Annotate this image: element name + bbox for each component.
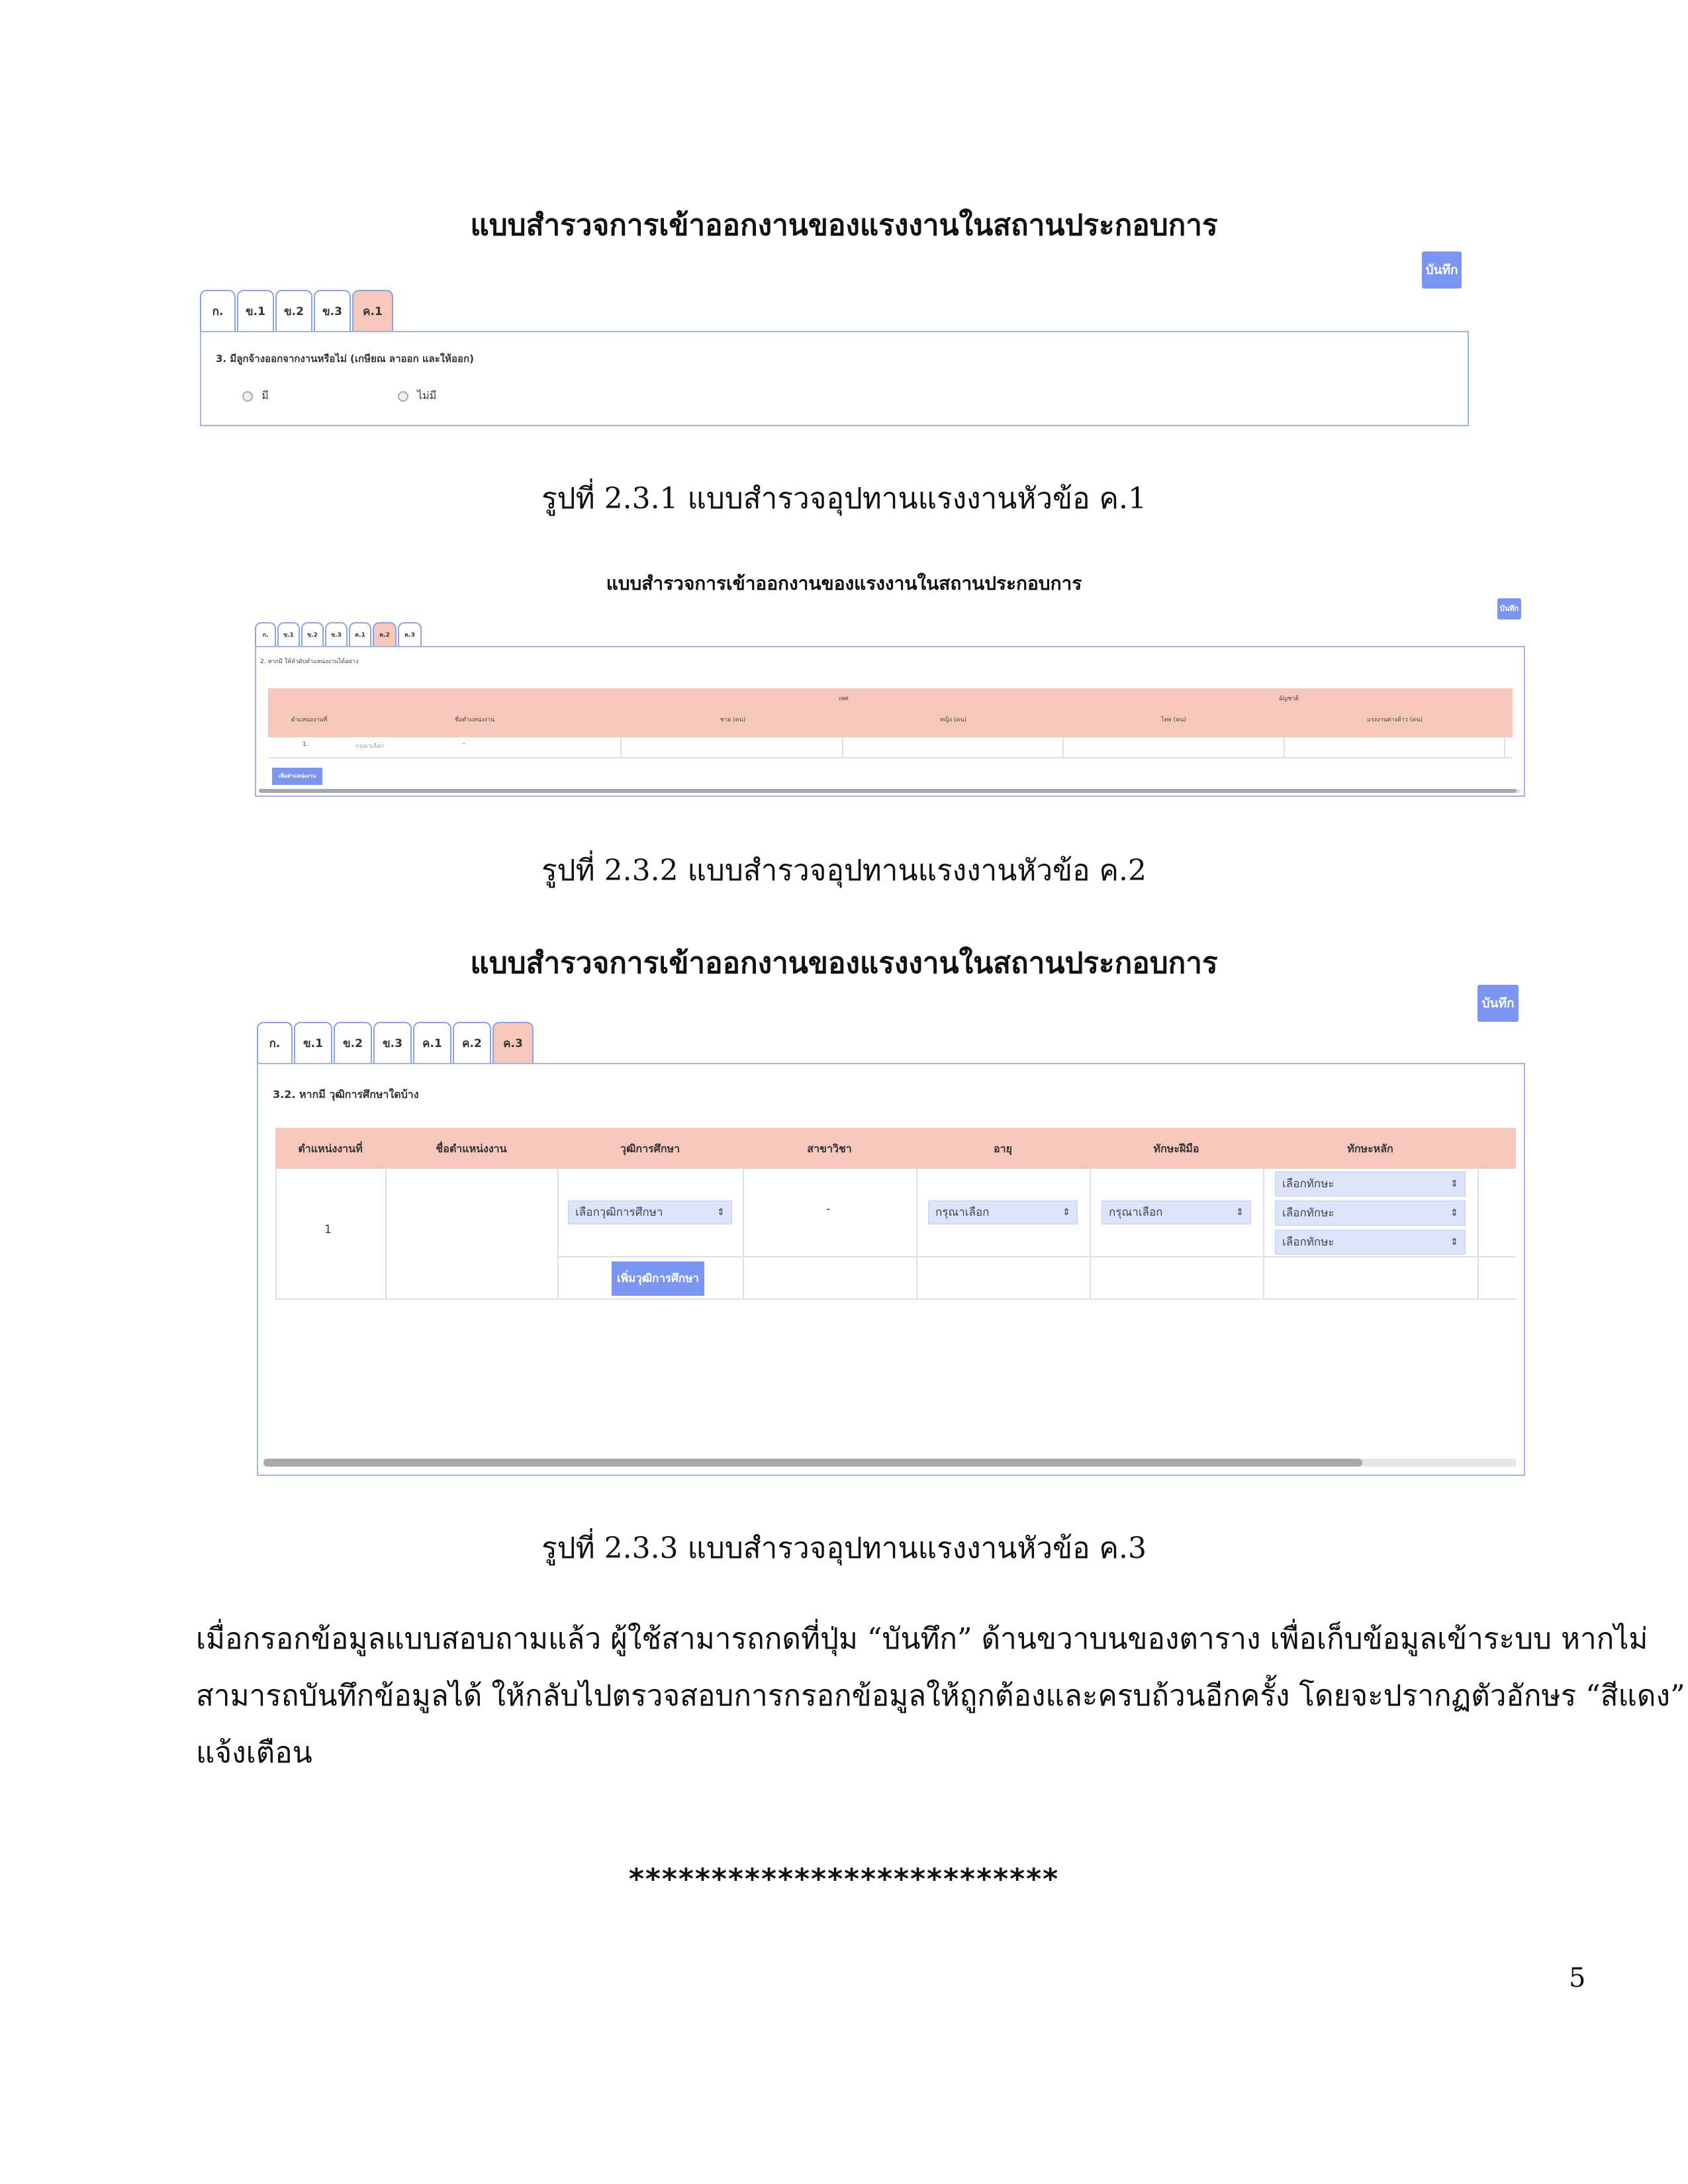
tab-kh2-2[interactable]: ข.2 [301, 622, 324, 646]
caption-1: รูปที่ 2.3.1 แบบสำรวจอุปทานแรงงานหัวข้อ ค.1 [541, 482, 1147, 516]
col-header-skill: ทักษะฝีมือ [1153, 1142, 1199, 1155]
col-divider-2c [1062, 737, 1064, 757]
page-number: 5 [1569, 1963, 1586, 1993]
grid-v0 [275, 1169, 277, 1298]
body-paragraph [196, 1611, 1685, 1782]
tab-kh3[interactable]: ข.3 [314, 290, 351, 331]
core-skill-select-3-value: เลือกทักษะ [1282, 1236, 1335, 1249]
table-header-group [268, 688, 1513, 737]
col-header-age: อายุ [994, 1142, 1012, 1155]
grid-v5 [1090, 1169, 1091, 1298]
core-skill-select-1[interactable] [1275, 1171, 1466, 1197]
separator: ************************** [628, 1862, 1060, 1896]
tab-c1-2[interactable]: ค.1 [349, 622, 371, 646]
grid-h-mid [557, 1256, 1516, 1257]
field-dash: - [826, 1202, 831, 1216]
radio-yes[interactable] [242, 391, 253, 402]
tab-c3-2[interactable]: ค.3 [398, 622, 422, 646]
col-header-male: ชาย (คน) [720, 717, 746, 723]
option-no[interactable] [398, 388, 436, 404]
age-select[interactable] [928, 1201, 1078, 1224]
col-header-field: สาขาวิชา [807, 1142, 852, 1155]
col-divider-2b [842, 737, 843, 757]
option-yes[interactable] [242, 388, 269, 404]
form-panel-1 [200, 331, 1469, 426]
paragraph-line-2: สามารถบันทึกข้อมูลได้ ให้กลับไปตรวจสอบการกรอกข้อมูลให้ถูกต้องและครบถ้วนอีกครั้ง โดยจะปรากฏตัวอักษร “สีแดง” [196, 1679, 1685, 1713]
question-text-3: 3.2. หากมี วุฒิการศึกษาใดบ้าง [273, 1088, 419, 1101]
chevron-updown-icon: ⇕ [1450, 1237, 1458, 1248]
col-header-education: วุฒิการศึกษา [620, 1142, 680, 1155]
form-title-1: แบบสำรวจการเข้าออกงานของแรงงานในสถานประกอบการ [470, 208, 1218, 242]
core-skill-select-2[interactable] [1275, 1201, 1466, 1226]
tab-kh1[interactable]: ข.1 [237, 290, 274, 331]
grid-v2 [557, 1169, 559, 1298]
core-skill-select-3[interactable] [1275, 1230, 1466, 1255]
scrollbar-thumb-2[interactable] [259, 789, 1517, 793]
education-select[interactable] [568, 1201, 732, 1224]
tab-k-3[interactable]: ก. [257, 1022, 293, 1063]
add-position-button[interactable]: เพิ่มตำแหน่งงาน [272, 768, 322, 785]
grid-v1 [385, 1169, 387, 1298]
paragraph-line-3: แจ้งเตือน [196, 1736, 312, 1770]
col-header-core-skill: ทักษะหลัก [1347, 1142, 1393, 1155]
chevron-updown-icon: ⇕ [1236, 1207, 1244, 1218]
grid-h-bottom [275, 1298, 1516, 1300]
form-panel-2 [255, 646, 1525, 797]
option-no-label: ไม่มี [417, 389, 437, 402]
grid-v3 [743, 1169, 744, 1298]
tab-kh1-3[interactable]: ข.1 [294, 1022, 332, 1063]
tab-k-2[interactable]: ก. [255, 622, 276, 646]
save-button-2[interactable]: บันทึก [1497, 598, 1521, 619]
tab-kh1-2[interactable]: ข.1 [277, 622, 300, 646]
caption-3: รูปที่ 2.3.3 แบบสำรวจอุปทานแรงงานหัวข้อ ค.3 [541, 1531, 1147, 1565]
row-no-3: 1 [324, 1223, 332, 1236]
skill-select[interactable] [1102, 1201, 1251, 1224]
tab-kh3-2[interactable]: ข.3 [325, 622, 348, 646]
radio-no[interactable] [398, 391, 408, 402]
col-divider-2a [620, 737, 622, 757]
tab-bar-2 [255, 622, 427, 646]
col-header-position-no-3: ตำแหน่งงานที่ [298, 1142, 363, 1155]
tab-bar-1 [200, 290, 405, 331]
form-title-2: แบบสำรวจการเข้าออกงานของแรงงานในสถานประกอบการ [606, 572, 1082, 594]
tab-c2-2[interactable]: ค.2 [373, 622, 397, 646]
chevron-updown-icon: ⇕ [1450, 1179, 1458, 1189]
scrollbar-thumb-3[interactable] [263, 1459, 1362, 1467]
row-bottom-line-2 [268, 757, 1513, 758]
tab-c1-3[interactable]: ค.1 [413, 1022, 451, 1063]
position-select-2[interactable]: กรุณาเลือก [355, 743, 385, 750]
col-divider-2e [1504, 737, 1505, 757]
chevron-updown-icon: ⇕ [1450, 1208, 1458, 1218]
grid-v7 [1477, 1169, 1479, 1298]
col-header-position-name: ชื่อตำแหน่งงาน [454, 717, 495, 723]
tab-c3-3[interactable]: ค.3 [492, 1022, 534, 1063]
form-panel-3 [257, 1063, 1525, 1476]
tab-bar-3 [257, 1022, 548, 1063]
option-yes-label: มี [261, 389, 269, 402]
col-divider-2d [1284, 737, 1285, 757]
chevron-updown-icon: ⇕ [1062, 1207, 1070, 1218]
row-no-2: 1. [303, 741, 308, 748]
col-header-female: หญิง (คน) [939, 717, 967, 723]
tab-kh2-3[interactable]: ข.2 [334, 1022, 372, 1063]
tab-c2-3[interactable]: ค.2 [453, 1022, 491, 1063]
save-button-1[interactable]: บันทึก [1422, 251, 1462, 289]
chevron-updown-icon: ⇕ [717, 1207, 725, 1218]
question-text: 3. มีลูกจ้างออกจากงานหรือไม่ (เกษียณ ลาออก และให้ออก) [216, 353, 474, 365]
row-dash-2: - [463, 740, 465, 747]
question-text-2: 2. หากมี ให้ลำดับตำแหน่งงานได้อย่าง [260, 659, 359, 665]
age-select-value: กรุณาเลือก [935, 1206, 990, 1219]
core-skill-select-2-value: เลือกทักษะ [1282, 1206, 1335, 1220]
add-education-button[interactable]: เพิ่มวุฒิการศึกษา [612, 1261, 704, 1296]
grid-v4 [916, 1169, 917, 1298]
grid-v6 [1263, 1169, 1264, 1298]
skill-select-value: กรุณาเลือก [1109, 1206, 1163, 1219]
tab-c1[interactable]: ค.1 [352, 290, 393, 331]
tab-k[interactable]: ก. [200, 290, 236, 331]
save-button-3[interactable]: บันทึก [1477, 985, 1519, 1022]
group-header-gender: เพศ [839, 696, 849, 702]
col-header-position-no: ตำแหน่งงานที่ [291, 717, 328, 723]
col-header-thai: ไทย (คน) [1161, 717, 1186, 723]
col-header-foreign: แรงงานต่างด้าว (คน) [1367, 717, 1423, 723]
tab-kh3-3[interactable]: ข.3 [373, 1022, 412, 1063]
caption-2: รูปที่ 2.3.2 แบบสำรวจอุปทานแรงงานหัวข้อ ค.2 [541, 854, 1147, 887]
col-header-position-name-3: ชื่อตำแหน่งงาน [436, 1142, 507, 1155]
form-title-3: แบบสำรวจการเข้าออกงานของแรงงานในสถานประกอบการ [470, 946, 1218, 980]
tab-kh2[interactable]: ข.2 [275, 290, 312, 331]
core-skill-select-1-value: เลือกทักษะ [1282, 1177, 1335, 1191]
education-select-value: เลือกวุฒิการศึกษา [575, 1206, 663, 1219]
paragraph-line-1: เมื่อกรอกข้อมูลแบบสอบถามแล้ว ผู้ใช้สามารถกดที่ปุ่ม “บันทึก” ด้านขวาบนของตาราง เพื่อเก็บข้อมูลเข้าระบบ หากไม่ [196, 1622, 1648, 1656]
group-header-nationality: อัญชาติ [1279, 696, 1299, 702]
